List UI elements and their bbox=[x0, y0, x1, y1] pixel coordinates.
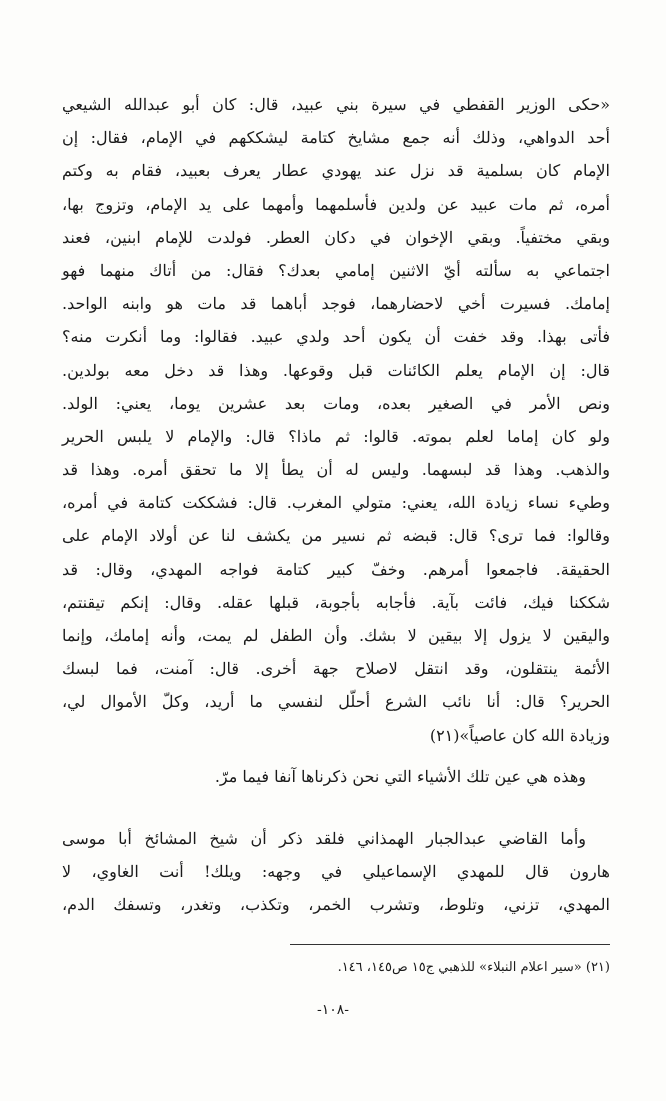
text-line: شككنا فيك، فائت بآية. فأجابه بأجوبة، قبلها عقله. وقال: إنكم تيقنتم، bbox=[62, 592, 610, 612]
text-line: اجتماعي به سألته أيّ الاثنين إمامي بعدك؟ فقال: من أتاك منهما فهو bbox=[62, 260, 610, 280]
text-line: الإمام كان بسلمية قد نزل عند يهودي عطار يعرف بعبيد، فقام به وكتم bbox=[62, 161, 610, 181]
text-line: ولو كان إماما لعلم بموته. قالوا: ثم ماذا؟ قال: والإمام لا يلبس الحرير bbox=[62, 426, 610, 446]
quote-paragraph bbox=[62, 88, 610, 752]
footnote-separator bbox=[290, 944, 610, 945]
text-line: وبقي مختفياً. وبقي الإخوان في دكان العطر. فولدت للإمام ابنين، فعند bbox=[62, 227, 610, 247]
footnote: (٢١) «سير اعلام النبلاء» للذهبي ج١٥ ص١٤٥، ١٤٦. bbox=[337, 960, 610, 975]
text-line: الحرير؟ قال: أنا نائب الشرع أحلّل لنفسي ما أريد، وكلّ الأموال لي، bbox=[62, 692, 610, 712]
text-line: وطيء نساء زيادة الله، يعني: متولي المغرب. قال: فشككت كتامة في أمره، bbox=[62, 493, 610, 513]
body-paragraph bbox=[62, 822, 610, 922]
text-line: قال: إن الإمام يعلم الكائنات قبل وقوعها. وهذا قد دخل معه بولدين. bbox=[62, 360, 610, 380]
text-line: الحقيقة. فاجمعوا أمرهم. وخفّ كبير كتامة فواجه المهدي، وقال: قد bbox=[62, 559, 610, 579]
text-line: والذهب. وهذا قد لبسهما. وليس له أن يطأ إلا ما تحقق أمره. وهذا قد bbox=[62, 460, 610, 480]
text-line: فأتى بهذا. وقد خفت أن يكون أحد ولدي عبيد. فقالوا: وما أنكرت منه؟ bbox=[62, 327, 610, 347]
text-line: أمره، ثم مات عبيد عن ولدين فأسلمهما وأمهما على يد الإمام، وتزوج بها، bbox=[62, 194, 610, 214]
text-line: إمامك. فسيرت أخي لاحضارهما، فوجد أباهما قد مات هو وابنه الواحد. bbox=[62, 294, 610, 314]
text-line: وأما القاضي عبدالجبار الهمذاني فلقد ذكر أن شيخ المشائخ أبا موسى bbox=[62, 829, 586, 848]
text-line: ونص الأمر في الصغير بعده، ومات بعد عشرين يوما، يعني: الولد. bbox=[62, 393, 610, 413]
text-line: المهدي، تزني، وتلوط، وتشرب الخمر، وتكذب، وتغدر، وتسفك الدم، bbox=[62, 895, 610, 915]
commentary-paragraph bbox=[62, 760, 610, 793]
text-line: «حكى الوزير القفطي في سيرة بني عبيد، قال: كان أبو عبدالله الشيعي bbox=[62, 95, 610, 114]
text-line: وزيادة الله كان عاصياً»(٢١) bbox=[429, 725, 610, 745]
text-line: أحد الدواهي، وذلك أنه جمع مشايخ كتامة ليشككهم في الإمام، فقال: إن bbox=[62, 128, 610, 148]
text-line: الأئمة ينتقلون، وقد انتقل لاصلاح جهة أخرى. قال: آمنت، فما لبسك bbox=[62, 659, 610, 679]
text-line: هارون قال للمهدي الإسماعيلي في وجهه: ويلك! أنت الغاوي، لا bbox=[62, 862, 610, 882]
text-line: وقالوا: فما ترى؟ قال: قبضه ثم نسير من يكشف لنا عن أولاد الإمام على bbox=[62, 526, 610, 546]
text-line: وهذه هي عين تلك الأشياء التي نحن ذكرناها آنفا فيما مرّ. bbox=[214, 767, 586, 786]
page-number: -١٠٨- bbox=[316, 1002, 350, 1018]
text-line: واليقين لا يزول إلا بيقين لا بشك. وأن الطفل لم يمت، وأنه إمامك، وإنما bbox=[62, 626, 610, 645]
